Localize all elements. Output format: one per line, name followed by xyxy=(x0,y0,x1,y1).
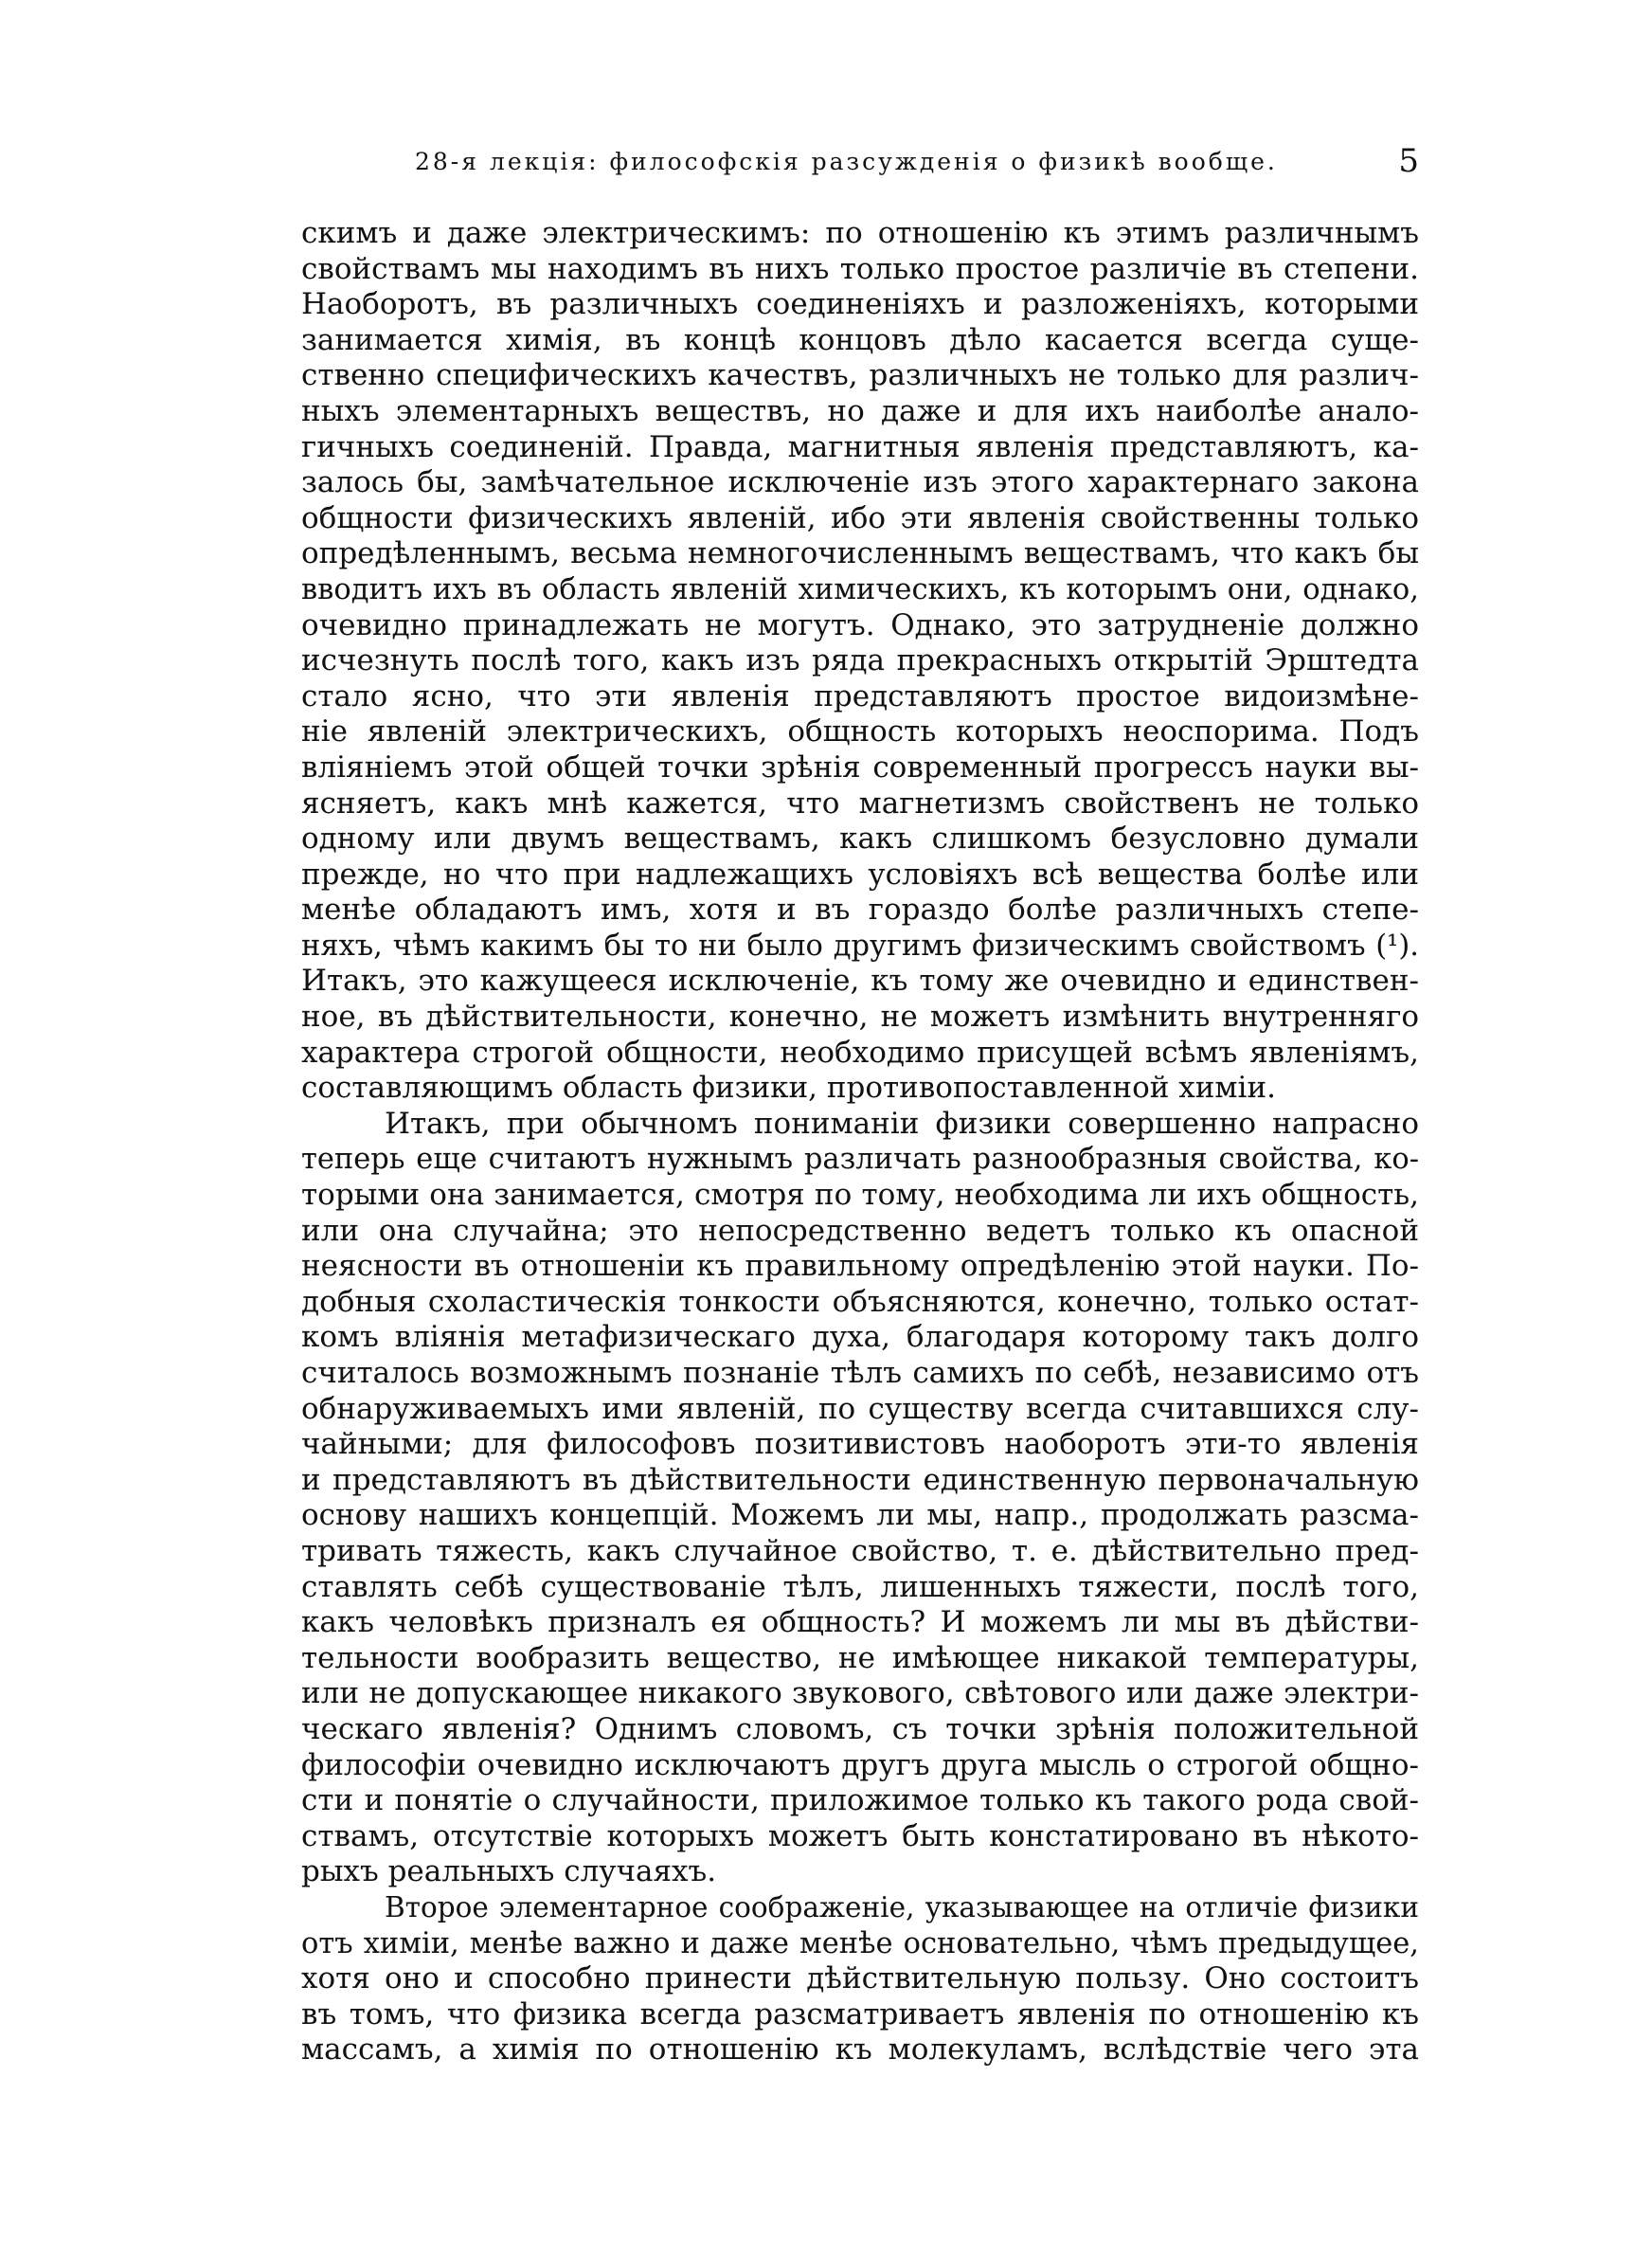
paragraph-end-line: составляющимъ область физики, противопоставленной химіи. xyxy=(301,1071,1276,1106)
text-line: теперь еще считаютъ нужнымъ различать разнообразныя свойства, ко- xyxy=(301,1143,1419,1177)
text-line: прежде, но что при надлежащихъ условіяхъ всѣ вещества болѣе или xyxy=(301,857,1419,892)
page-number: 5 xyxy=(1398,142,1419,180)
text-line: сти и понятіе о случайности, приложимое только къ такого рода свой- xyxy=(301,1783,1419,1818)
text-line: отъ химіи, менѣе важно и даже менѣе основательно, чѣмъ предыдущее, xyxy=(301,1926,1419,1960)
text-line: или не допускающее никакого звукового, свѣтового или даже электри- xyxy=(301,1676,1419,1711)
text-line: стало ясно, что эти явленія представляютъ простое видоизмѣне- xyxy=(301,678,1419,713)
text-line: Итакъ, это кажущееся исключеніе, къ тому же очевидно и единствен- xyxy=(301,964,1419,999)
text-line: массамъ, а химія по отношенію къ молекуламъ, вслѣдствіе чего эта xyxy=(301,2032,1419,2067)
text-line: неясности въ отношеніи къ правильному опредѣленію этой науки. По- xyxy=(301,1249,1419,1284)
paragraph-start-line: Итакъ, при обычномъ пониманіи физики совершенно напрасно xyxy=(385,1106,1419,1141)
text-line: или она случайна; это непосредственно ведетъ только къ опасной xyxy=(301,1213,1419,1248)
text-line: ясняетъ, какъ мнѣ кажется, что магнетизмъ свойственъ не только xyxy=(301,785,1419,821)
text-line: ное, въ дѣйствительности, конечно, не можетъ измѣнить внутренняго xyxy=(301,1000,1419,1035)
text-line: чайными; для философовъ позитивистовъ наоборотъ эти-то явленія xyxy=(301,1427,1419,1462)
text-line: вліяніемъ этой общей точки зрѣнія современный прогрессъ науки вы- xyxy=(301,749,1419,785)
text-line: одному или двумъ веществамъ, какъ слишкомъ безусловно думали xyxy=(301,822,1419,857)
text-line: залось бы, замѣчательное исключеніе изъ этого характернаго закона xyxy=(301,465,1419,500)
text-line: ніе явленій электрическихъ, общность которыхъ неоспорима. Подъ xyxy=(301,714,1419,749)
text-line: основу нашихъ концепцій. Можемъ ли мы, напр., продолжать разсма- xyxy=(301,1498,1419,1533)
text-line: въ томъ, что физика всегда разсматриваетъ явленія по отношенію къ xyxy=(301,1996,1419,2031)
text-line: хотя оно и способно принести дѣйствительную пользу. Оно состоитъ xyxy=(301,1961,1419,1996)
text-line: торыми она занимается, смотря по тому, необходима ли ихъ общность, xyxy=(301,1178,1419,1213)
paragraph-end-line: рыхъ реальныхъ случаяхъ. xyxy=(301,1854,717,1889)
text-line: какъ человѣкъ призналъ ея общность? И можемъ ли мы въ дѣйстви- xyxy=(301,1605,1419,1640)
text-line: няхъ, чѣмъ какимъ бы то ни было другимъ физическимъ свойствомъ (¹). xyxy=(301,929,1419,963)
text-line: считалось возможнымъ познаніе тѣлъ самихъ по себѣ, независимо отъ xyxy=(301,1356,1419,1390)
text-line: тривать тяжесть, какъ случайное свойство, т. е. дѣйствительно пред- xyxy=(301,1533,1419,1568)
text-line: опредѣленнымъ, весьма немногочисленнымъ веществамъ, что какъ бы xyxy=(301,536,1419,571)
text-line: общности физическихъ явленій, ибо эти явленія свойственны только xyxy=(301,500,1419,535)
text-line: ныхъ элементарныхъ веществъ, но даже и для ихъ наиболѣе анало- xyxy=(301,393,1419,428)
text-line: ческаго явленія? Однимъ словомъ, съ точки зрѣнія положительной xyxy=(301,1711,1419,1746)
text-line: занимается химія, въ концѣ концовъ дѣло касается всегда суще- xyxy=(301,322,1419,357)
text-line: исчезнуть послѣ того, какъ изъ ряда прекрасныхъ открытій Эрштедта xyxy=(301,643,1419,678)
text-line: менѣе обладаютъ имъ, хотя и въ гораздо болѣе различныхъ степе- xyxy=(301,893,1419,928)
text-line: ственно специфическихъ качествъ, различныхъ не только для различ- xyxy=(301,358,1419,393)
text-line: тельности вообразить вещество, не имѣющее никакой температуры, xyxy=(301,1640,1419,1675)
text-line: Наоборотъ, въ различныхъ соединеніяхъ и разложеніяхъ, которыми xyxy=(301,287,1419,322)
text-line: скимъ и даже электрическимъ: по отношенію къ этимъ различнымъ xyxy=(301,216,1419,250)
text-line: и представляютъ въ дѣйствительности единственную первоначальную xyxy=(301,1462,1419,1497)
text-line: обнаруживаемыхъ ими явленій, по существу всегда считавшихся слу- xyxy=(301,1391,1419,1426)
body-text xyxy=(301,216,1419,2068)
text-line: очевидно принадлежать не могутъ. Однако, это затрудненіе должно xyxy=(301,607,1419,642)
text-line: гичныхъ соединеній. Правда, магнитныя явленія представляютъ, ка- xyxy=(301,429,1419,464)
text-line: философіи очевидно исключаютъ другъ друга мысль о строгой общно- xyxy=(301,1747,1419,1782)
running-head xyxy=(301,142,1419,190)
text-line: ствамъ, отсутствіе которыхъ можетъ быть констатировано въ нѣкото- xyxy=(301,1818,1419,1853)
text-line: вводитъ ихъ въ область явленій химическихъ, къ которымъ они, однако, xyxy=(301,572,1419,606)
text-line: комъ вліянія метафизическаго духа, благодаря которому такъ долго xyxy=(301,1320,1419,1355)
text-line: добныя схоластическія тонкости объясняются, конечно, только остат- xyxy=(301,1284,1419,1319)
text-line: характера строгой общности, необходимо присущей всѣмъ явленіямъ, xyxy=(301,1035,1419,1070)
running-head-title: 28-я лекція: философскія разсужденія о физикѣ вообще. xyxy=(415,148,1278,175)
paragraph-start-line: Второе элементарное соображеніе, указывающее на отличіе физики xyxy=(385,1890,1419,1923)
text-line: ставлять себѣ существованіе тѣлъ, лишенныхъ тяжести, послѣ того, xyxy=(301,1569,1419,1604)
text-line: свойствамъ мы находимъ въ нихъ только простое различіе въ степени. xyxy=(301,251,1419,286)
